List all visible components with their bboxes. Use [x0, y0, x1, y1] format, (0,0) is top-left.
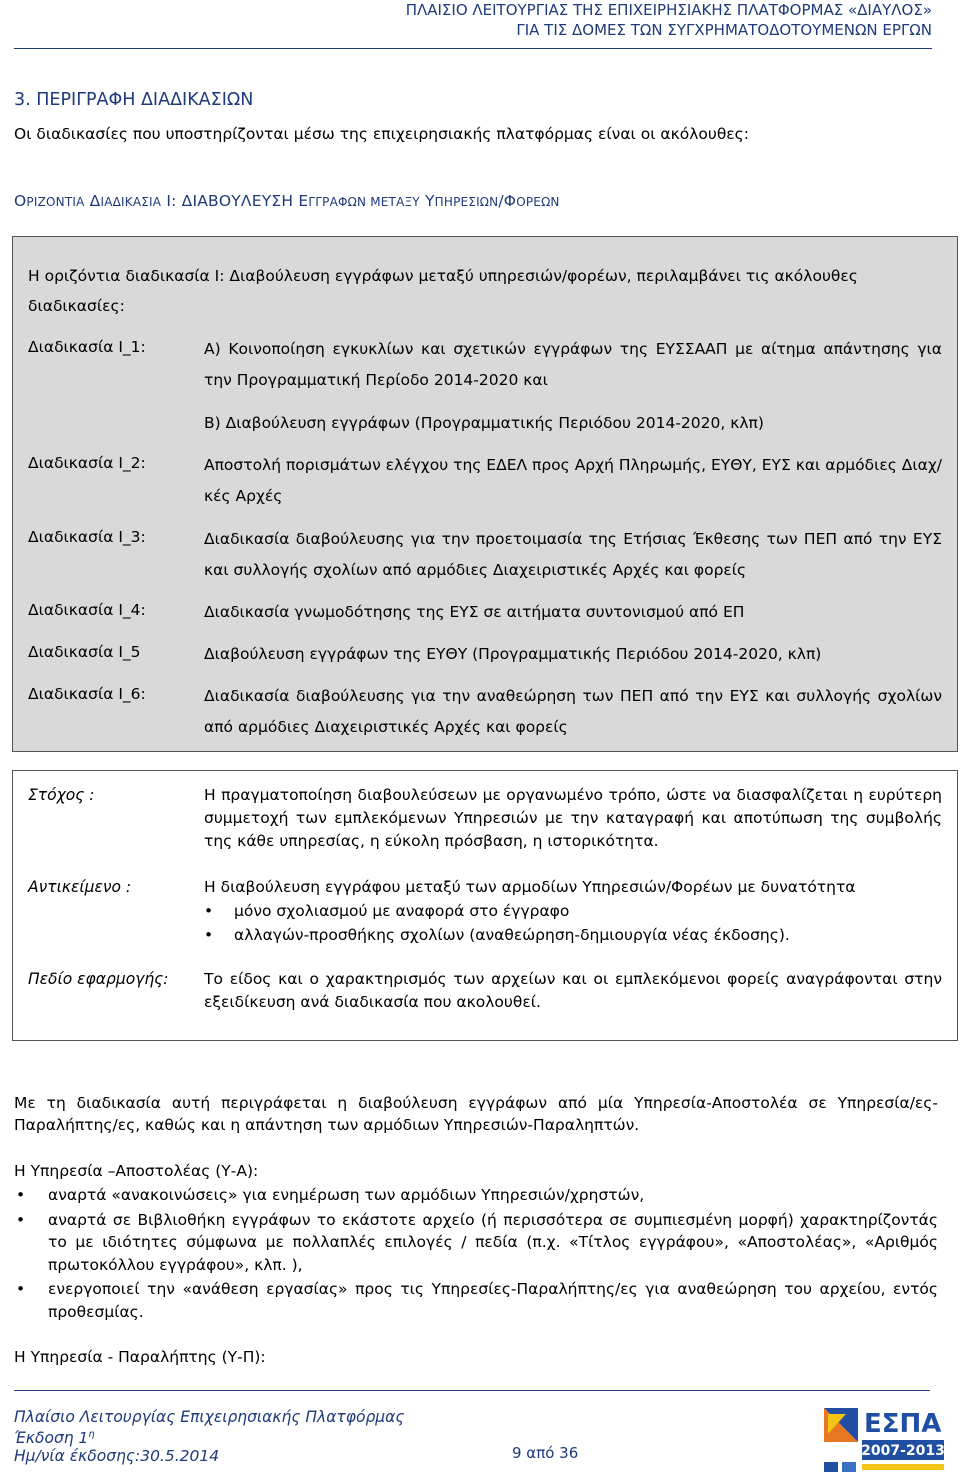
list-item-text: αναρτά σε Βιβλιοθήκη εγγράφων το εκάστοτε αρχείο (ή περισσότερα σε συμπιεσμένη μορφή) χαρακτηρίζοντάς το με ιδιότητες σύμφωνα με πολλαπλές επιλογές / πεδία (π.χ. «Τίτλος εγγράφου», «Αποστολέας», «Αριθμός πρωτοκόλλου εγγράφου», κλπ. ),	[48, 1210, 938, 1274]
footer-doc-title: Πλαίσιο Λειτουργίας Επιχειρησιακής Πλατφόρμας	[14, 1408, 405, 1426]
header-divider	[14, 48, 932, 49]
running-header-line-1: ΠΛΑΙΣΙΟ ΛΕΙΤΟΥΡΓΙΑΣ ΤΗΣ ΕΠΙΧΕΙΡΗΣΙΑΚΗΣ ΠΛΑΤΦΟΡΜΑΣ «ΔΙΑΥΛΟΣ»	[405, 1, 932, 19]
intro-paragraph: Οι διαδικασίες που υποστηρίζονται μέσω της επιχειρησιακής πλατφόρμας είναι οι ακόλουθες:	[14, 125, 750, 143]
running-header-line-2: ΓΙΑ ΤΙΣ ΔΟΜΕΣ ΤΩΝ ΣΥΓΧΡΗΜΑΤΟΔΟΤΟΥΜΕΝΩΝ ΕΡΓΩΝ	[516, 21, 932, 39]
subheading-part: Δ	[89, 192, 101, 210]
process-description: Διαδικασία διαβούλευσης για την αναθεώρηση των ΠΕΠ από την ΕΥΣ και συλλογής σχολίων από αρμόδιες Διαχειριστικές Αρχές και φορείς	[204, 687, 942, 736]
subheading-part: Φ	[503, 192, 517, 210]
logo-years: 2007-2013	[861, 1443, 945, 1459]
process-description: Α) Κοινοποίηση εγκυκλίων και σχετικών εγγράφων της ΕΥΣΣΑΑΠ με αίτημα απάντησης για την Προγραμματική Περίοδο 2014-2020 και	[204, 340, 942, 389]
subheading-part: Ι: ΔΙΑΒΟΥΛΕΥΣΗ	[166, 192, 294, 210]
section-title: 3. ΠΕΡΙΓΡΑΦΗ ΔΙΑΔΙΚΑΣΙΩΝ	[14, 90, 254, 110]
object-text: Η διαβούλευση εγγράφου μεταξύ των αρμοδίων Υπηρεσιών/Φορέων με δυνατότητα	[204, 878, 856, 896]
process-label: Διαδικασία Ι_2:	[28, 454, 146, 472]
scope-text: Το είδος και ο χαρακτηρισμός των αρχείων και οι εμπλεκόμενοι φορείς αναγράφονται στην εξειδίκευση ανά διαδικασία που ακολουθεί.	[204, 970, 942, 1011]
espa-logo-icon	[818, 1396, 948, 1476]
subheading	[14, 192, 560, 210]
object-bullet-list	[204, 900, 790, 947]
process-description: Β) Διαβούλευση εγγράφων (Προγραμματικής Περιόδου 2014-2020, κλπ)	[204, 414, 764, 432]
process-label: Διαδικασία Ι_1:	[28, 338, 146, 356]
logo-stripe	[862, 1464, 944, 1470]
sender-bullet-list	[14, 1184, 938, 1323]
list-item-text: αλλαγών-προσθήκης σχολίων (αναθεώρηση-δημιουργία νέας έκδοσης).	[234, 925, 790, 944]
subheading-part: ΠΗΡΕΣΙΩΝ	[434, 195, 499, 209]
footer-version-text: Έκδοση 1	[14, 1429, 89, 1448]
subheading-part: ΙΑΔΙΚΑΣΙΑ	[100, 195, 162, 209]
footer-date: Ημ/νία έκδοσης:30.5.2014	[14, 1447, 220, 1466]
process-description: Αποστολή πορισμάτων ελέγχου της ΕΔΕΛ προς Αρχή Πληρωμής, ΕΥΘΥ, ΕΥΣ και αρμόδιες Διαχ/κές Αρχές	[204, 456, 943, 505]
sender-title: Η Υπηρεσία –Αποστολέας (Υ-Α):	[14, 1162, 259, 1180]
bullet-icon: •	[16, 1186, 26, 1204]
object-label: Αντικείμενο :	[28, 878, 132, 896]
footer-version	[14, 1426, 404, 1447]
bullet-icon: •	[204, 925, 214, 944]
subheading-part: ΡΙΖΟΝΤΙΑ	[26, 195, 85, 209]
process-description: Διαδικασία διαβούλευσης για την προετοιμασία της Ετήσιας Έκθεσης των ΠΕΠ από την ΕΥΣ και συλλογής σχολίων από αρμόδιες Διαχειριστικές Αρχές και φορείς	[204, 530, 942, 579]
process-description: Διαβούλευση εγγράφων της ΕΥΘΥ (Προγραμματικής Περιόδου 2014-2020, κλπ)	[204, 645, 822, 663]
body-paragraph: Με τη διαδικασία αυτή περιγράφεται η διαβούλευση εγγράφων από μία Υπηρεσία-Αποστολέα σε Υπηρεσία/ες-Παραλήπτης/ες, καθώς και η απάντηση των αρμόδιων Υπηρεσιών-Παραληπτών.	[14, 1094, 938, 1134]
logo-name: ΕΣΠΑ	[864, 1409, 942, 1439]
process-label: Διαδικασία Ι_5	[28, 643, 141, 661]
list-item	[14, 1278, 938, 1323]
bullet-icon: •	[16, 1210, 26, 1229]
process-label: Διαδικασία Ι_6:	[28, 685, 146, 703]
subheading-part: Υ	[424, 192, 435, 210]
processes-intro-line-1: Η οριζόντια διαδικασία Ι: Διαβούλευση εγγράφων μεταξύ υπηρεσιών/φορέων, περιλαμβάνει τις ακόλουθες	[28, 267, 858, 285]
subheading-part: ΟΡΕΩΝ	[516, 195, 560, 209]
footer-divider	[14, 1390, 930, 1391]
process-description: Διαδικασία γνωμοδότησης της ΕΥΣ σε αιτήματα συντονισμού από ΕΠ	[204, 603, 745, 621]
goal-label: Στόχος :	[28, 786, 95, 804]
receiver-title: Η Υπηρεσία - Παραλήπτης (Υ-Π):	[14, 1348, 266, 1366]
processes-intro	[28, 261, 858, 321]
list-item	[204, 924, 790, 948]
bullet-icon: •	[204, 902, 214, 920]
bullet-icon: •	[16, 1280, 26, 1298]
list-item-text: αναρτά «ανακοινώσεις» για ενημέρωση των αρμόδιων Υπηρεσιών/χρηστών,	[48, 1186, 645, 1204]
process-label: Διαδικασία Ι_3:	[28, 528, 146, 546]
logo-flag-gr	[842, 1462, 856, 1472]
list-item-text: ενεργοποιεί την «ανάθεση εργασίας» προς τις Υπηρεσίες-Παραλήπτης/ες για αναθεώρηση του αρχείου, εντός προθεσμίας.	[48, 1280, 938, 1321]
goal-text: Η πραγματοποίηση διαβουλεύσεων με οργανωμένο τρόπο, ώστε να διασφαλίζεται η ευρύτερη συμμετοχή των εμπλεκόμενων Υπηρεσιών με την καταγραφή και αποτύπωση της συμβολής της κάθε υπηρεσίας, η εύκολη πρόσβαση, η ιστορικότητα.	[204, 786, 942, 850]
scope-label: Πεδίο εφαρμογής:	[28, 970, 169, 988]
subheading-part: ΓΓΡΑΦΩΝ ΜΕΤΑΞΥ	[308, 195, 420, 209]
processes-intro-line-2: διαδικασίες:	[28, 297, 125, 315]
list-item	[204, 900, 790, 924]
process-label: Διαδικασία Ι_4:	[28, 601, 146, 619]
page-number: 9 από 36	[512, 1444, 579, 1462]
list-item-text: μόνο σχολιασμού με αναφορά στο έγγραφο	[234, 902, 570, 920]
list-item	[14, 1209, 938, 1277]
logo-flag-eu	[824, 1462, 838, 1472]
subheading-part: Ο	[14, 192, 27, 210]
list-item	[14, 1184, 938, 1207]
running-header	[406, 0, 932, 40]
footer-version-sup: η	[88, 1429, 95, 1440]
footer-info	[14, 1408, 404, 1465]
subheading-part: /	[498, 192, 504, 210]
subheading-part: Ε	[298, 192, 309, 210]
